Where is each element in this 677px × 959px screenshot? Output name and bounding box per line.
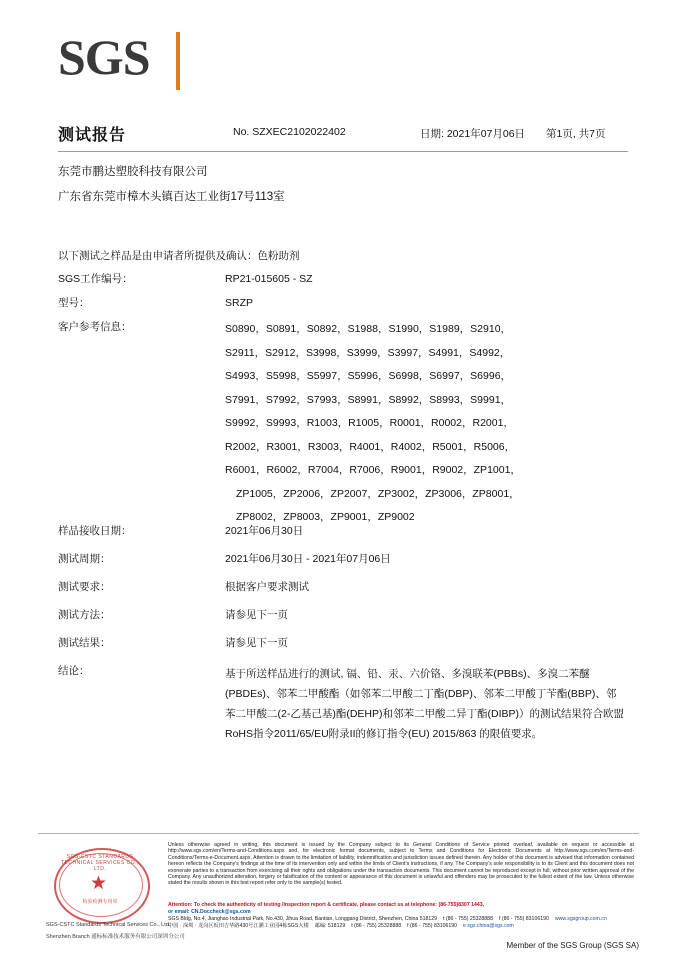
sgs-logo	[58, 30, 198, 92]
stamp-caption-en: SGS-CSTC Standards Technical Services Co., Ltd.	[46, 922, 171, 928]
footer-address	[168, 916, 638, 931]
footer-member: Member of the SGS Group (SGS SA)	[506, 941, 639, 950]
page-indicator: 第1页, 共7页	[546, 128, 606, 140]
sample-statement: 以下测试之样品是由申请者所提供及确认：色粉助剂	[58, 250, 300, 262]
title-row	[58, 122, 628, 146]
list-item: S4993，S5998，S5997，S5996，S6998，S6997，S6996，	[225, 370, 512, 382]
field-value: RP21-015605 - SZ	[225, 273, 313, 285]
report-number: No. SZXEC2102022402	[233, 126, 346, 138]
field-value: 2021年06月30日	[225, 525, 304, 537]
field-label: 客户参考信息：	[58, 321, 132, 333]
list-item: ZP8002，ZP8003，ZP9001，ZP9002	[236, 511, 415, 523]
list-item: R6001，R6002，R7004，R7006，R9001，R9002，ZP1001，	[225, 464, 521, 476]
field-label: 测试周期：	[58, 553, 111, 565]
client-address: 广东省东莞市樟木头镇百达工业街17号113室	[58, 191, 285, 203]
list-item: R2002，R3001，R3003，R4001，R4002，R5001，R5006，	[225, 440, 516, 453]
page-title: 测试报告	[58, 127, 127, 144]
footer-tel-cn: t (86 - 755) 25328888	[351, 923, 402, 930]
field-label: 型号：	[58, 297, 90, 309]
conclusion-text: 基于所送样品进行的测试, 镉、铅、汞、六价铬、多溴联苯(PBBs)、多溴二苯醚(PBDEs)、邻苯二甲酸酯（如邻苯二甲酸二丁酯(DBP)、邻苯二甲酸丁苄酯(BBP)、邻苯二甲酸二(2-乙基己基)酯(DEHP)和邻苯二甲酸二异丁酯(DIBP)）的测试结果符合欧盟RoHS指令2011/65/EU附录II的修订指令(EU) 2015/863 的限值要求。	[225, 668, 624, 740]
footer-web-en[interactable]: www.sgsgroup.com.cn	[554, 916, 607, 922]
client-name: 东莞市鹏达塑胶科技有限公司	[58, 166, 208, 178]
field-list-secondary	[58, 524, 633, 757]
official-stamp	[46, 846, 185, 940]
field-label: 样品接收日期：	[58, 525, 132, 537]
report-date: 日期: 2021年07月06日	[420, 128, 526, 140]
footer-zip-cn: 邮编: 518129	[314, 923, 346, 930]
list-item: S2911，S2912，S3998，S3999，S3997，S4991，S4992，	[225, 346, 511, 359]
field-value: 2021年06月30日 - 2021年07月06日	[225, 553, 391, 565]
footer-fax-en: f (86 - 755) 83106190	[498, 916, 549, 922]
footer-disclaimer: Unless otherwise agreed in writing, this document is issued by the Company subject to its General Conditions of Service printed overleaf, available on request or accessible at http://www.sgs.com/en/Terms-and-Conditions.aspx and, for electronic format documents, subject to Terms and Conditions for Electronic Documents at http://www.sgs.com/en/Terms-and-Conditions/Terms-e-Document.aspx. Attention is drawn to the limitation of liability, indemnification and jurisdiction issues defined therein. Any holder of this document is advised that information contained hereon reflects the Company's findings at the time of its intervention only and within the limits of Client's instructions, if any. The Company's sole responsibility is to its Client and this document does not exonerate parties to a transaction from exercising all their rights and obligations under the transaction documents. This document cannot be reproduced except in full, without prior written approval of the Company. Any unauthorized alteration, forgery or falsification of the content or appearance of this document is unlawful and offenders may be prosecuted to the fullest extent of the law. Unless otherwise stated the results shown in this test report refer only to the sample(s) tested.	[168, 842, 634, 887]
footer-address-cn-row	[168, 923, 638, 930]
star-icon: ★	[90, 873, 108, 894]
footer-email-cn[interactable]: e sgs.china@sgs.com	[463, 923, 514, 930]
footer-divider	[38, 833, 639, 834]
stamp-caption-cn: Shenzhen Branch 通标标准技术服务有限公司深圳分公司	[46, 934, 185, 940]
header-divider	[58, 151, 628, 152]
conclusion-label: 结论：	[58, 665, 90, 677]
field-value: 请参见下一页	[225, 637, 288, 649]
footer-tel-en: t (86 - 755) 25328888	[443, 916, 493, 922]
field-label: SGS工作编号：	[58, 273, 133, 285]
field-row	[58, 552, 633, 567]
field-label: 测试方法：	[58, 609, 111, 621]
footer-attention-line1: Attention: To check the authenticity of testing /inspection report & certificate, please contact us at telephone: (86-755)8307 1443,	[168, 902, 485, 908]
list-item: S0890，S0891，S0892，S1988，S1990，S1989，S2910，	[225, 323, 512, 335]
stamp-top-text: SGS-CSTC STANDARDS TECHNICAL SERVICES CO., LTD.	[61, 854, 139, 872]
footer-attention-line2[interactable]: or email: CN.Doccheck@sgs.com	[168, 908, 251, 915]
stamp-bottom-text: 检验检测专用章	[82, 899, 118, 905]
client-reference-list	[225, 318, 625, 530]
field-value: 根据客户要求测试	[225, 581, 309, 593]
field-row	[58, 524, 633, 539]
field-row	[58, 608, 633, 623]
field-row	[58, 636, 633, 651]
footer-fax-cn: f (86 - 755) 83106190	[407, 923, 458, 930]
sgs-logo-bar	[176, 32, 180, 90]
conclusion-row	[58, 664, 633, 744]
footer-attention	[168, 902, 634, 915]
field-row	[58, 580, 633, 595]
field-label: 测试结果：	[58, 637, 111, 649]
field-label: 测试要求：	[58, 581, 111, 593]
field-value: 请参见下一页	[225, 609, 288, 621]
footer-address-cn: 中国 · 深圳 · 龙岗区坂田吉华路430号江灏工业园4栋SGS大楼	[168, 923, 309, 930]
list-item: ZP1005，ZP2006，ZP2007，ZP3002，ZP3006，ZP8001，	[236, 487, 520, 500]
footer-address-en: SGS Bldg, No.4, Jianghao Industrial Park, No.430, Jihua Road, Bantian, Longgang District, Shenzhen, China 518129	[168, 916, 438, 922]
sgs-logo-text: SGS	[58, 29, 150, 85]
field-row	[58, 272, 633, 287]
list-item: S7991，S7992，S7993，S8991，S8992，S8993，S9991，	[225, 393, 512, 406]
field-value: SRZP	[225, 297, 254, 309]
field-row	[58, 296, 633, 311]
list-item: S9992，S9993，R1003，R1005，R0001，R0002，R2001，	[225, 417, 514, 429]
